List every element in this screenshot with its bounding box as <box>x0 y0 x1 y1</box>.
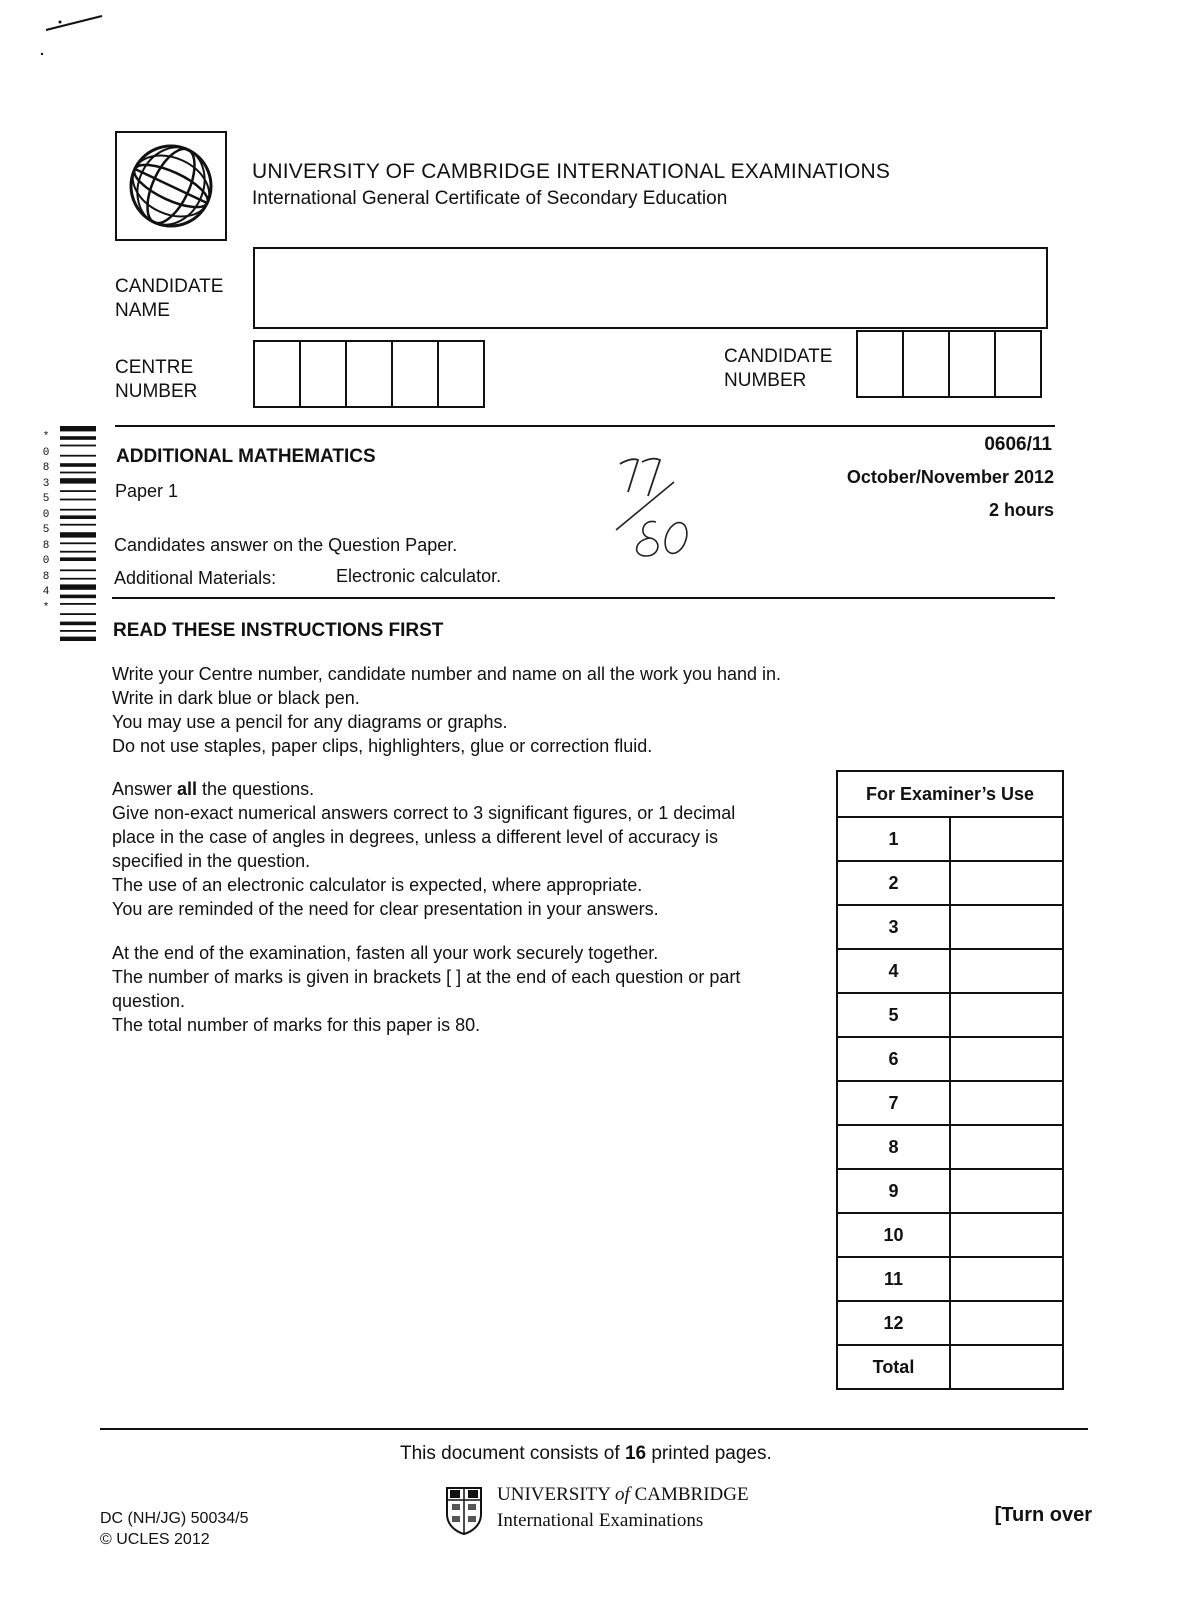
total-mark-cell[interactable] <box>950 1345 1063 1389</box>
examiner-table-row <box>837 1169 1063 1213</box>
centre-number-field[interactable] <box>253 340 485 408</box>
candidate-digit-box[interactable] <box>948 330 996 398</box>
instructions-end: At the end of the examination, fasten all your work securely together. The number of marks is given in brackets [ ] at the end of each question or part question. The total number of marks for this paper is 80. <box>112 943 741 1035</box>
examiner-table-row <box>837 993 1063 1037</box>
barcode-digit: 5 <box>42 524 50 536</box>
materials-label: Additional Materials: <box>114 568 277 588</box>
pen-mark <box>38 8 108 58</box>
centre-digit-box[interactable] <box>253 340 301 408</box>
question-number: 5 <box>837 993 950 1037</box>
candidate-name-label: CANDIDATE NAME <box>115 276 224 321</box>
barcode-digit: 0 <box>42 508 50 521</box>
page-count-note: This document consists of 16 printed pages. <box>400 1443 772 1464</box>
barcode-digits <box>41 430 51 616</box>
materials-value: Electronic calculator. <box>336 566 502 586</box>
centre-digit-box[interactable] <box>391 340 439 408</box>
examiner-table-row <box>837 1037 1063 1081</box>
examiner-table-row <box>837 1213 1063 1257</box>
instructions-heading: READ THESE INSTRUCTIONS FIRST <box>113 620 444 641</box>
examiner-table-heading: For Examiner’s Use <box>837 771 1063 817</box>
answer-instruction: Candidates answer on the Question Paper. <box>114 535 458 555</box>
handwritten-score <box>612 452 722 572</box>
examiner-table-row <box>837 817 1063 861</box>
examiner-table-row <box>837 1125 1063 1169</box>
question-number: 10 <box>837 1213 950 1257</box>
candidate-digit-box[interactable] <box>994 330 1042 398</box>
mark-cell[interactable] <box>950 1301 1063 1345</box>
examiner-table-row <box>837 861 1063 905</box>
paper-number: Paper 1 <box>115 481 179 501</box>
question-number: 1 <box>837 817 950 861</box>
globe-icon <box>125 140 217 232</box>
footer-university-name: UNIVERSITY of CAMBRIDGE <box>497 1484 749 1505</box>
mark-cell[interactable] <box>950 1081 1063 1125</box>
divider <box>115 425 1055 427</box>
total-label: Total <box>837 1345 950 1389</box>
barcode-digit: * <box>42 601 50 614</box>
divider <box>100 1428 1088 1430</box>
barcode-digit: * <box>42 431 50 443</box>
question-number: 4 <box>837 949 950 993</box>
candidate-name-field[interactable] <box>253 247 1048 329</box>
mark-cell[interactable] <box>950 861 1063 905</box>
subject-title: ADDITIONAL MATHEMATICS <box>116 446 376 467</box>
candidate-number-field[interactable] <box>856 330 1042 398</box>
divider <box>112 597 1055 599</box>
question-number: 3 <box>837 905 950 949</box>
examiner-table-row <box>837 949 1063 993</box>
board-name: UNIVERSITY OF CAMBRIDGE INTERNATIONAL EXAMINATIONS <box>252 160 891 183</box>
examiner-table-row <box>837 905 1063 949</box>
examiner-table-row <box>837 1257 1063 1301</box>
centre-digit-box[interactable] <box>299 340 347 408</box>
turn-over-note: [Turn over <box>994 1504 1092 1526</box>
question-number: 8 <box>837 1125 950 1169</box>
syllabus-code: 0606/11 <box>984 434 1052 455</box>
footer-university-sub: International Examinations <box>497 1510 704 1531</box>
question-number: 7 <box>837 1081 950 1125</box>
mark-cell[interactable] <box>950 905 1063 949</box>
question-number: 2 <box>837 861 950 905</box>
barcode-digit: 8 <box>42 539 50 552</box>
mark-cell[interactable] <box>950 993 1063 1037</box>
mark-cell[interactable] <box>950 1125 1063 1169</box>
question-number: 9 <box>837 1169 950 1213</box>
mark-cell[interactable] <box>950 1213 1063 1257</box>
barcode <box>48 426 96 641</box>
centre-digit-box[interactable] <box>345 340 393 408</box>
question-number: 12 <box>837 1301 950 1345</box>
qualification-name: International General Certificate of Secondary Education <box>252 188 728 209</box>
examiner-table-total-row <box>837 1345 1063 1389</box>
mark-cell[interactable] <box>950 1037 1063 1081</box>
examiner-table-row <box>837 1301 1063 1345</box>
barcode-digit: 8 <box>42 462 50 474</box>
barcode-digit: 0 <box>42 555 50 567</box>
document-reference: DC (NH/JG) 50034/5 © UCLES 2012 <box>100 1510 249 1548</box>
centre-number-label: CENTRE NUMBER <box>115 357 198 402</box>
candidate-digit-box[interactable] <box>902 330 950 398</box>
instructions-answering: Answer all the questions. Give non-exact numerical answers correct to 3 significant figures, or 1 decimal place in the case of angles in degrees, unless a different level of accuracy is specified in the question. The use of an electronic calculator is expected, where appropriate. You are reminded of the need for clear presentation in your answers. <box>112 779 736 919</box>
mark-cell[interactable] <box>950 817 1063 861</box>
barcode-digit: 8 <box>42 570 50 583</box>
barcode-digit: 5 <box>42 493 50 505</box>
instructions-general: Write your Centre number, candidate number and name on all the work you hand in. Write in dark blue or black pen. You may use a pencil for any diagrams or graphs. Do not use staples, paper clips, highlighters, glue or correction fluid. <box>112 664 782 756</box>
question-number: 11 <box>837 1257 950 1301</box>
centre-digit-box[interactable] <box>437 340 485 408</box>
barcode-digit: 4 <box>42 586 50 598</box>
question-number: 6 <box>837 1037 950 1081</box>
cambridge-crest-icon <box>445 1486 483 1536</box>
examiner-table-row <box>837 1081 1063 1125</box>
barcode-digit: 0 <box>42 446 50 459</box>
mark-cell[interactable] <box>950 1169 1063 1213</box>
exam-duration: 2 hours <box>988 500 1054 520</box>
mark-cell[interactable] <box>950 1257 1063 1301</box>
mark-cell[interactable] <box>950 949 1063 993</box>
examiner-use-table <box>836 770 1064 1390</box>
candidate-number-label: CANDIDATE NUMBER <box>724 346 833 391</box>
globe-logo-box <box>115 131 227 241</box>
exam-session: October/November 2012 <box>846 467 1054 487</box>
candidate-digit-box[interactable] <box>856 330 904 398</box>
barcode-digit: 3 <box>42 477 50 490</box>
